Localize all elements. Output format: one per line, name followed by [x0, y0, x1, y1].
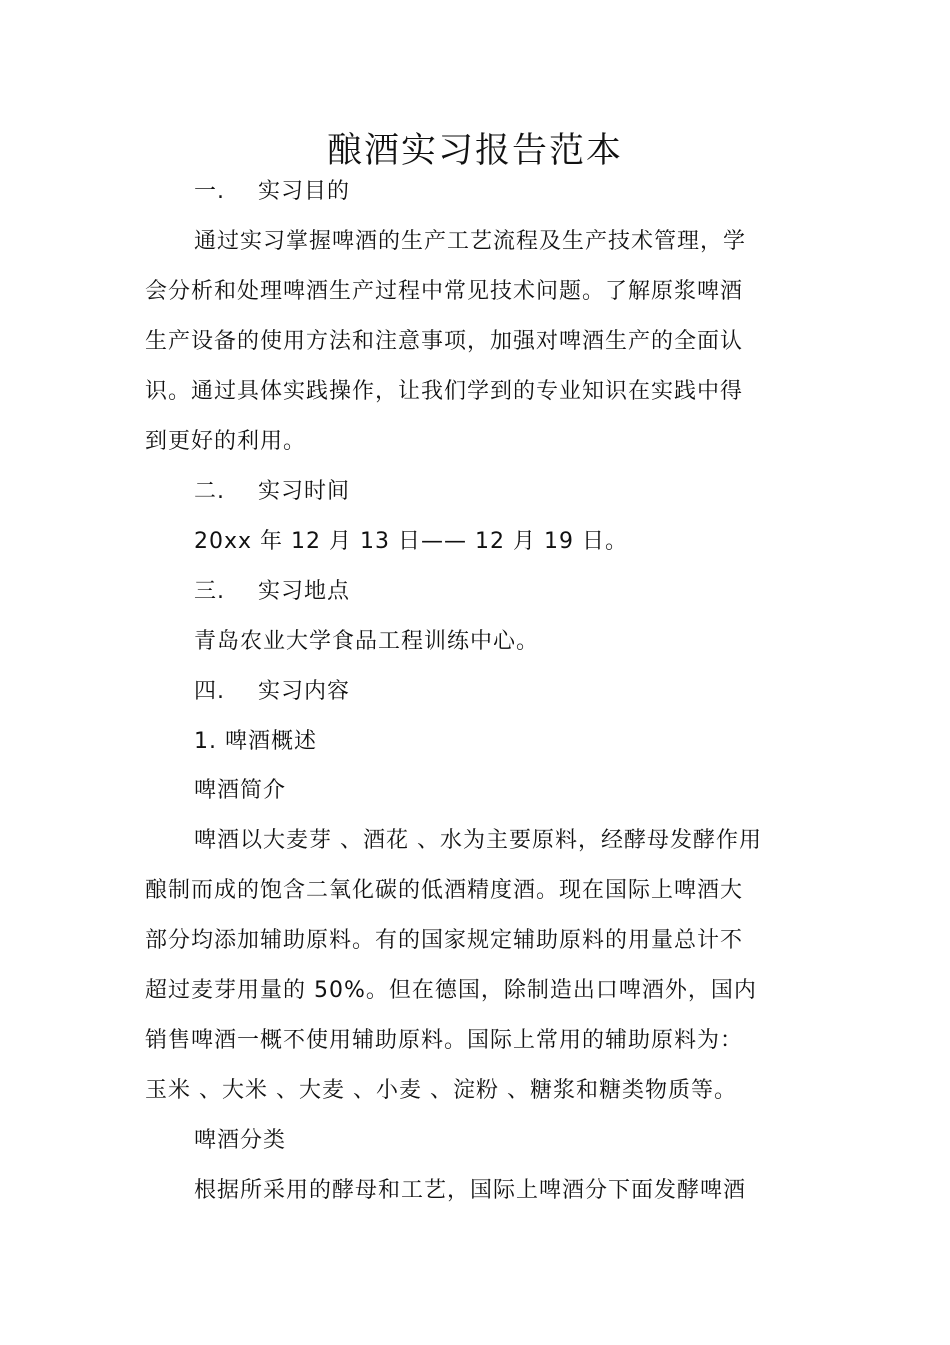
paragraph-line: 部分均添加辅助原料。有的国家规定辅助原料的用量总计不: [145, 928, 744, 953]
subsection-heading: 啤酒分类: [194, 1128, 287, 1153]
place-text: 青岛农业大学食品工程训练中心。: [194, 629, 540, 654]
section-label: 实习时间: [258, 479, 351, 504]
section-number: 三.: [194, 579, 225, 604]
paragraph-line: 根据所采用的酵母和工艺，国际上啤酒分下面发酵啤酒: [194, 1178, 747, 1203]
document-title: 酿酒实习报告范本: [326, 131, 623, 171]
section-heading-content: [194, 677, 350, 707]
paragraph-line: 啤酒以大麦芽 、酒花 、水为主要原料，经酵母发酵作用: [194, 828, 762, 853]
paragraph-line: 超过麦芽用量的 50%。但在德国，除制造出口啤酒外，国内: [145, 978, 757, 1003]
section-number: 二.: [194, 479, 225, 504]
paragraph-line: 生产设备的使用方法和注意事项，加强对啤酒生产的全面认: [145, 329, 744, 354]
section-number: 一.: [194, 179, 225, 204]
section-label: 实习目的: [258, 179, 351, 204]
paragraph-line: 玉米 、大米 、大麦 、小麦 、淀粉 、糖浆和糖类物质等。: [145, 1078, 737, 1103]
subsection-heading: 啤酒简介: [194, 778, 287, 803]
paragraph-line: 销售啤酒一概不使用辅助原料。国际上常用的辅助原料为：: [145, 1028, 744, 1053]
section-number: 四.: [194, 679, 225, 704]
time-text: 20xx 年 12 月 13 日—— 12 月 19 日。: [194, 529, 628, 554]
paragraph-line: 通过实习掌握啤酒的生产工艺流程及生产技术管理，学: [194, 229, 747, 254]
section-label: 实习内容: [258, 679, 351, 704]
paragraph-line: 识。通过具体实践操作，让我们学到的专业知识在实践中得: [145, 379, 744, 404]
section-heading-purpose: [194, 177, 350, 207]
section-heading-time: [194, 477, 350, 507]
section-heading-place: [194, 577, 350, 607]
section-label: 实习地点: [258, 579, 351, 604]
paragraph-line: 酿制而成的饱含二氧化碳的低酒精度酒。现在国际上啤酒大: [145, 878, 744, 903]
subsection-heading: 1. 啤酒概述: [194, 729, 317, 754]
paragraph-line: 到更好的利用。: [145, 429, 307, 454]
paragraph-line: 会分析和处理啤酒生产过程中常见技术问题。了解原浆啤酒: [145, 279, 744, 304]
